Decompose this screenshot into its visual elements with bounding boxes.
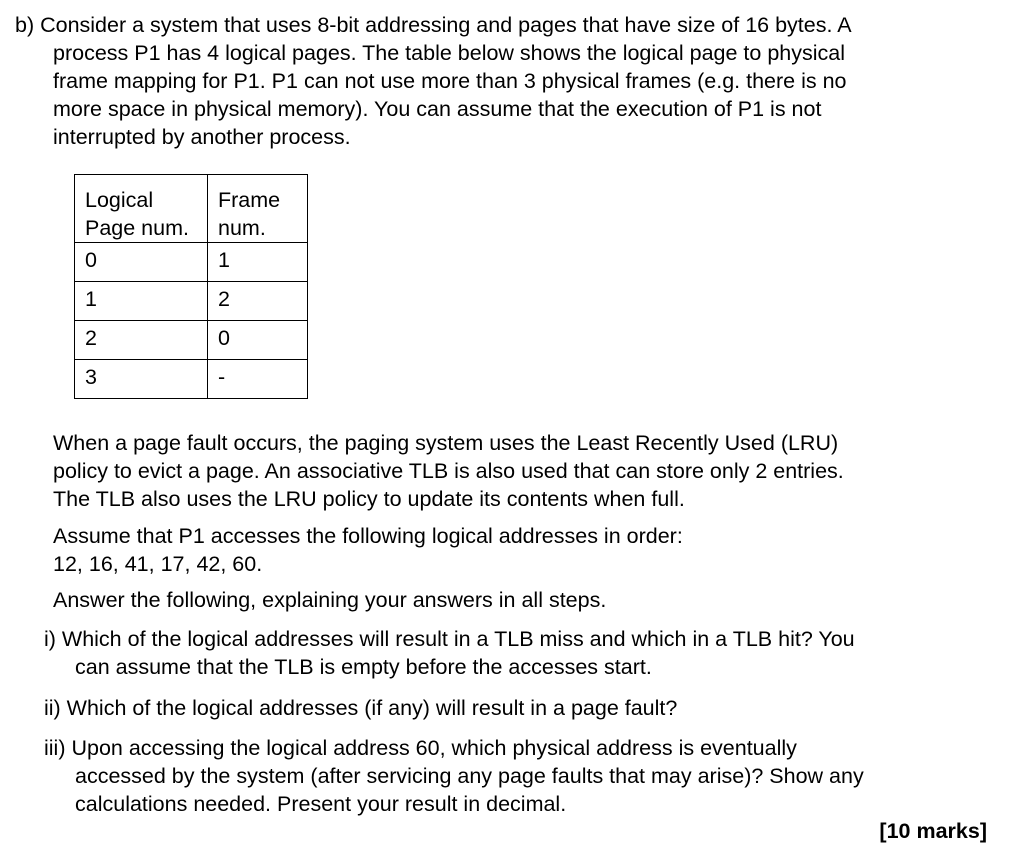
table-cell: 0 bbox=[75, 243, 208, 282]
intro-line: process P1 has 4 logical pages. The table below shows the logical page to physical bbox=[53, 41, 846, 65]
header-text: Logical bbox=[85, 188, 154, 212]
intro-line: frame mapping for P1. P1 can not use more than 3 physical frames (e.g. there is no bbox=[53, 69, 847, 93]
item-line: iii) Upon accessing the logical address 60, which physical address is eventually bbox=[44, 736, 797, 760]
table-row bbox=[75, 282, 308, 321]
item-line: accessed by the system (after servicing any page faults that may arise)? Show any bbox=[75, 764, 864, 788]
table-row bbox=[75, 321, 308, 360]
intro-line: b) Consider a system that uses 8-bit addressing and pages that have size of 16 bytes. A bbox=[15, 13, 852, 37]
paragraph-line: The TLB also uses the LRU policy to update its contents when full. bbox=[53, 487, 685, 511]
paragraph-line: Assume that P1 accesses the following logical addresses in order: bbox=[53, 524, 683, 548]
table-cell: 1 bbox=[75, 282, 208, 321]
item-line: calculations needed. Present your result in decimal. bbox=[75, 792, 567, 816]
question-item-i bbox=[44, 625, 1014, 681]
intro-line: more space in physical memory). You can assume that the execution of P1 is not bbox=[53, 97, 822, 121]
item-line: ii) Which of the logical addresses (if any) will result in a page fault? bbox=[44, 696, 678, 720]
paragraph-line: When a page fault occurs, the paging system uses the Least Recently Used (LRU) bbox=[53, 431, 839, 455]
marks-label: [10 marks] bbox=[879, 819, 987, 843]
header-logical-page bbox=[75, 175, 208, 243]
table-cell: 2 bbox=[208, 282, 308, 321]
table-row bbox=[75, 360, 308, 399]
header-text: num. bbox=[218, 216, 266, 240]
table-header-row bbox=[75, 175, 308, 243]
lru-paragraph bbox=[53, 429, 1013, 513]
table-cell: - bbox=[208, 360, 308, 399]
question-item-iii bbox=[44, 734, 1014, 818]
question-intro bbox=[15, 11, 1015, 151]
table-row bbox=[75, 243, 308, 282]
page-frame-table bbox=[74, 174, 308, 399]
item-line: can assume that the TLB is empty before the accesses start. bbox=[75, 655, 652, 679]
header-frame-num bbox=[208, 175, 308, 243]
intro-line: interrupted by another process. bbox=[53, 125, 351, 149]
header-text: Page num. bbox=[85, 216, 189, 240]
access-sequence-paragraph bbox=[53, 522, 1013, 578]
answer-instruction: Answer the following, explaining your answers in all steps. bbox=[53, 588, 607, 612]
table-cell: 1 bbox=[208, 243, 308, 282]
table-cell: 0 bbox=[208, 321, 308, 360]
table-cell: 3 bbox=[75, 360, 208, 399]
paragraph-line: policy to evict a page. An associative TLB is also used that can store only 2 entries. bbox=[53, 459, 844, 483]
header-text: Frame bbox=[218, 188, 281, 212]
item-line: i) Which of the logical addresses will result in a TLB miss and which in a TLB hit? You bbox=[44, 627, 855, 651]
table-cell: 2 bbox=[75, 321, 208, 360]
question-item-ii bbox=[44, 694, 1014, 722]
paragraph-line: 12, 16, 41, 17, 42, 60. bbox=[53, 552, 263, 576]
